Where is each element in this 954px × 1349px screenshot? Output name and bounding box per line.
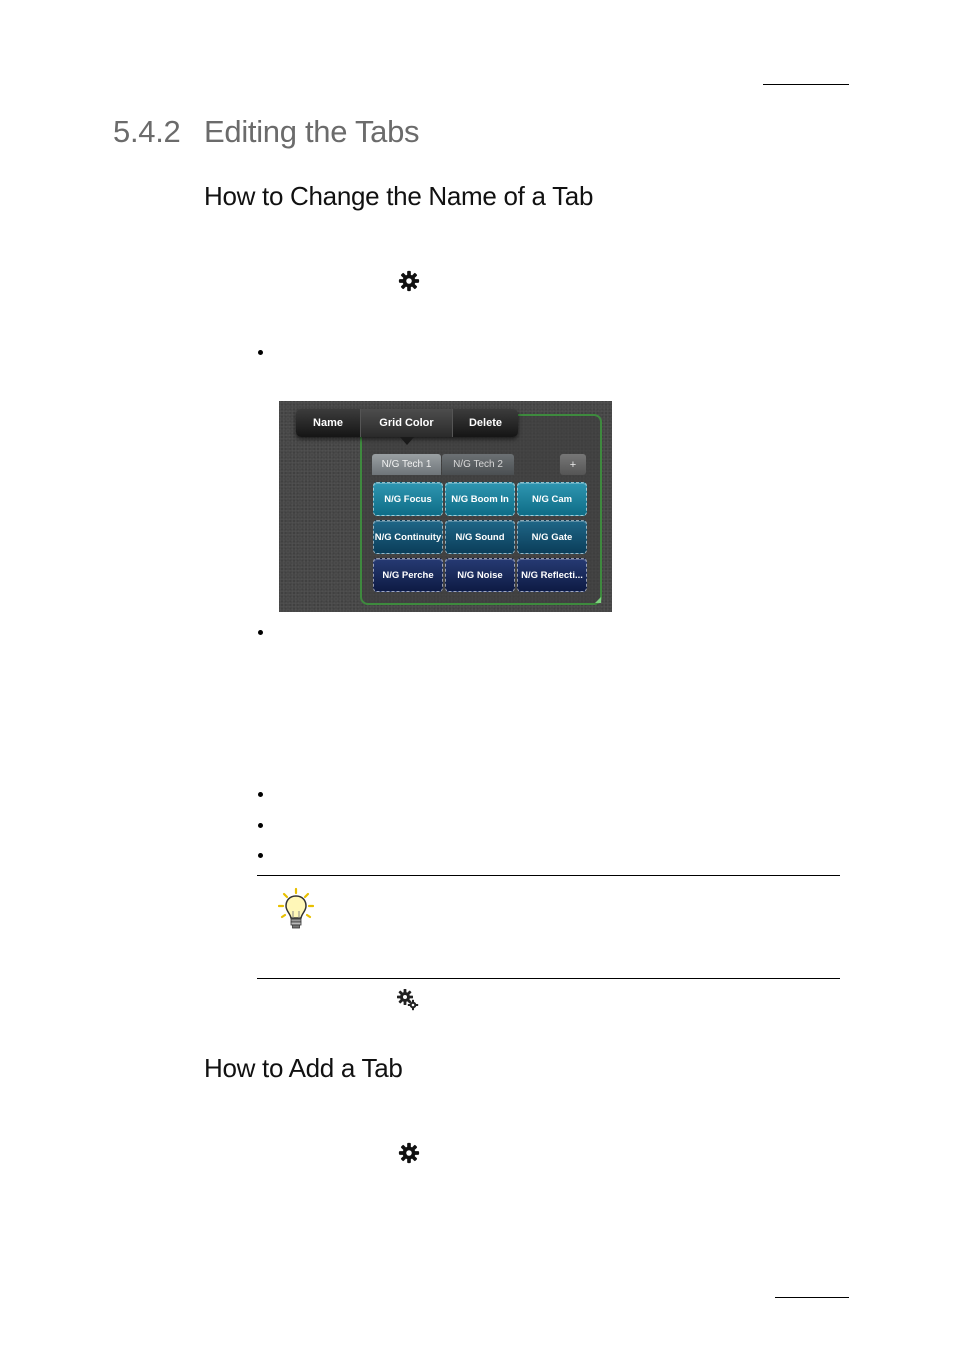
grid-button[interactable]: N/G Boom In — [445, 482, 515, 516]
tab-context-menu — [296, 409, 518, 437]
note-rule-top — [257, 875, 840, 876]
grid-button[interactable]: N/G Continuity — [373, 520, 443, 554]
tab-tech-1[interactable]: N/G Tech 1 — [372, 454, 441, 475]
bullet-point — [257, 791, 265, 799]
section-number: 5.4.2 — [113, 114, 181, 149]
subsection-heading-add-tab: How to Add a Tab — [204, 1053, 403, 1083]
grid-button[interactable]: N/G Cam — [517, 482, 587, 516]
gears-icon — [396, 988, 420, 1012]
menu-item-name[interactable]: Name — [296, 409, 361, 437]
bullet-point — [257, 822, 265, 830]
grid-button[interactable]: N/G Focus — [373, 482, 443, 516]
tab-editing-screenshot — [279, 401, 612, 612]
resize-handle-icon[interactable]: ◢ — [595, 595, 602, 604]
bullet-point — [257, 349, 265, 357]
add-tab-button[interactable]: + — [560, 454, 586, 475]
grid-button[interactable]: N/G Reflecti... — [517, 558, 587, 592]
menu-pointer — [400, 437, 414, 445]
menu-item-grid-color[interactable]: Grid Color — [361, 409, 453, 437]
note-rule-bottom — [257, 978, 840, 979]
footer-rule — [775, 1297, 849, 1298]
section-heading — [113, 114, 419, 150]
bullet-point — [257, 629, 265, 637]
lightbulb-icon — [278, 887, 314, 933]
gear-icon — [398, 270, 420, 292]
grid-button[interactable]: N/G Noise — [445, 558, 515, 592]
section-title: Editing the Tabs — [204, 114, 420, 149]
grid-button[interactable]: N/G Gate — [517, 520, 587, 554]
bullet-point — [257, 852, 265, 860]
grid-button[interactable]: N/G Perche — [373, 558, 443, 592]
menu-item-delete[interactable]: Delete — [468, 417, 503, 429]
grid-button[interactable]: N/G Sound — [445, 520, 515, 554]
tab-tech-2[interactable]: N/G Tech 2 — [442, 454, 514, 475]
gear-icon — [398, 1142, 420, 1164]
header-rule — [763, 84, 849, 85]
subsection-heading-change-name: How to Change the Name of a Tab — [204, 181, 594, 211]
